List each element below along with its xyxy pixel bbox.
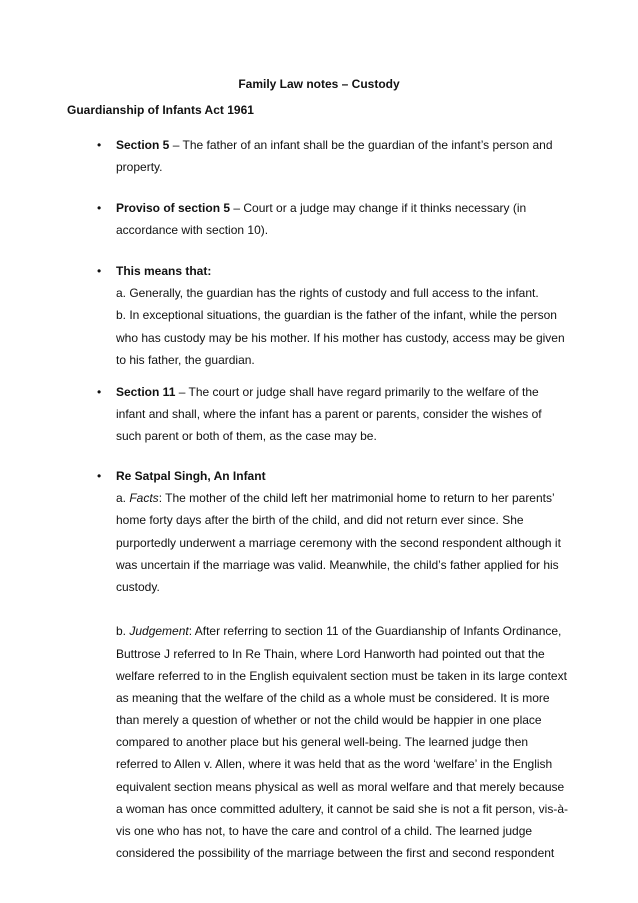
judgement-line: equivalent section means physical as well as moral welfare and that merely because [116, 779, 565, 794]
item-line: who has custody may be his mother. If his mother has custody, access may be given [116, 330, 565, 345]
item-label: Section 5 [116, 138, 170, 152]
case-name: Re Satpal Singh, An Infant [116, 469, 266, 483]
bullet-icon: • [97, 264, 102, 278]
item-text: – The court or judge shall have regard primarily to the welfare of the [175, 385, 539, 399]
item-line [116, 381, 568, 403]
bullet-icon: • [97, 469, 102, 483]
facts-line: purportedly underwent a marriage ceremony with the second respondent although it [116, 535, 561, 550]
judgement-label: Judgement [129, 624, 189, 639]
judgement-line: as meaning that the welfare of the child as a whole must be considered. It is more [116, 690, 550, 705]
list-item-case-satpal-singh [116, 465, 568, 864]
list-item-this-means [116, 260, 568, 371]
facts-text: : The mother of the child left her matrimonial home to return to her parents’ [158, 491, 555, 506]
item-line: property. [116, 160, 163, 175]
facts-line: custody. [116, 579, 160, 594]
judgement-line: a woman has once committed adultery, it cannot be said she is not a fit person, vis-à- [116, 801, 569, 816]
bullet-icon: • [97, 385, 102, 399]
judgement-line: considered the possibility of the marriage between the first and second respondent [116, 846, 555, 861]
bullet-icon: • [97, 201, 102, 215]
item-label: This means that: [116, 264, 212, 278]
list-item-proviso [116, 197, 568, 241]
item-line: accordance with section 10). [116, 223, 269, 238]
bullet-icon: • [97, 138, 102, 152]
item-label: Section 11 [116, 385, 176, 399]
judgement-line: welfare referred to in the English equivalent section must be taken in its large context [116, 668, 567, 683]
facts-prefix: a. [116, 491, 130, 506]
item-text: – The father of an infant shall be the guardian of the infant’s person and [169, 138, 553, 152]
paragraph-gap [116, 598, 568, 620]
item-line: b. In exceptional situations, the guardian is the father of the infant, while the person [116, 308, 557, 323]
judgement-line: referred to Allen v. Allen, where it was held that as the word ‘welfare’ in the English [116, 757, 553, 772]
item-line: such parent or both of them, as the case may be. [116, 429, 377, 444]
item-line [116, 134, 568, 156]
judgement-text: : After referring to section 11 of the Guardianship of Infants Ordinance, [188, 624, 562, 639]
item-line: infant and shall, where the infant has a parent or parents, consider the wishes of [116, 407, 542, 422]
judgement-line: vis one who has not, to have the care and control of a child. The learned judge [116, 824, 533, 838]
act-heading: Guardianship of Infants Act 1961 [67, 103, 254, 117]
judgement-line [116, 620, 568, 642]
item-line: a. Generally, the guardian has the rights of custody and full access to the infant. [116, 286, 539, 301]
facts-line: home forty days after the birth of the child, and did not return ever since. She [116, 513, 524, 528]
facts-label: Facts [129, 491, 159, 506]
list-item-section-11 [116, 381, 568, 448]
item-line [116, 197, 568, 219]
document-title: Family Law notes – Custody [238, 77, 400, 91]
list-item-section-5 [116, 134, 568, 178]
item-label: Proviso of section 5 [116, 201, 231, 215]
item-line: to his father, the guardian. [116, 352, 255, 367]
judgement-line: than merely a question of whether or not the child would be happier in one place [116, 713, 542, 728]
item-text: – Court or a judge may change if it thinks necessary (in [230, 201, 527, 215]
judgement-prefix: b. [116, 624, 130, 639]
judgement-line: compared to another place but his general well-being. The learned judge then [116, 735, 529, 750]
facts-line [116, 487, 568, 509]
judgement-line: Buttrose J referred to In Re Thain, where Lord Hanworth had pointed out that the [116, 646, 545, 661]
facts-line: was uncertain if the marriage was valid. Meanwhile, the child’s father applied for his [116, 557, 559, 572]
